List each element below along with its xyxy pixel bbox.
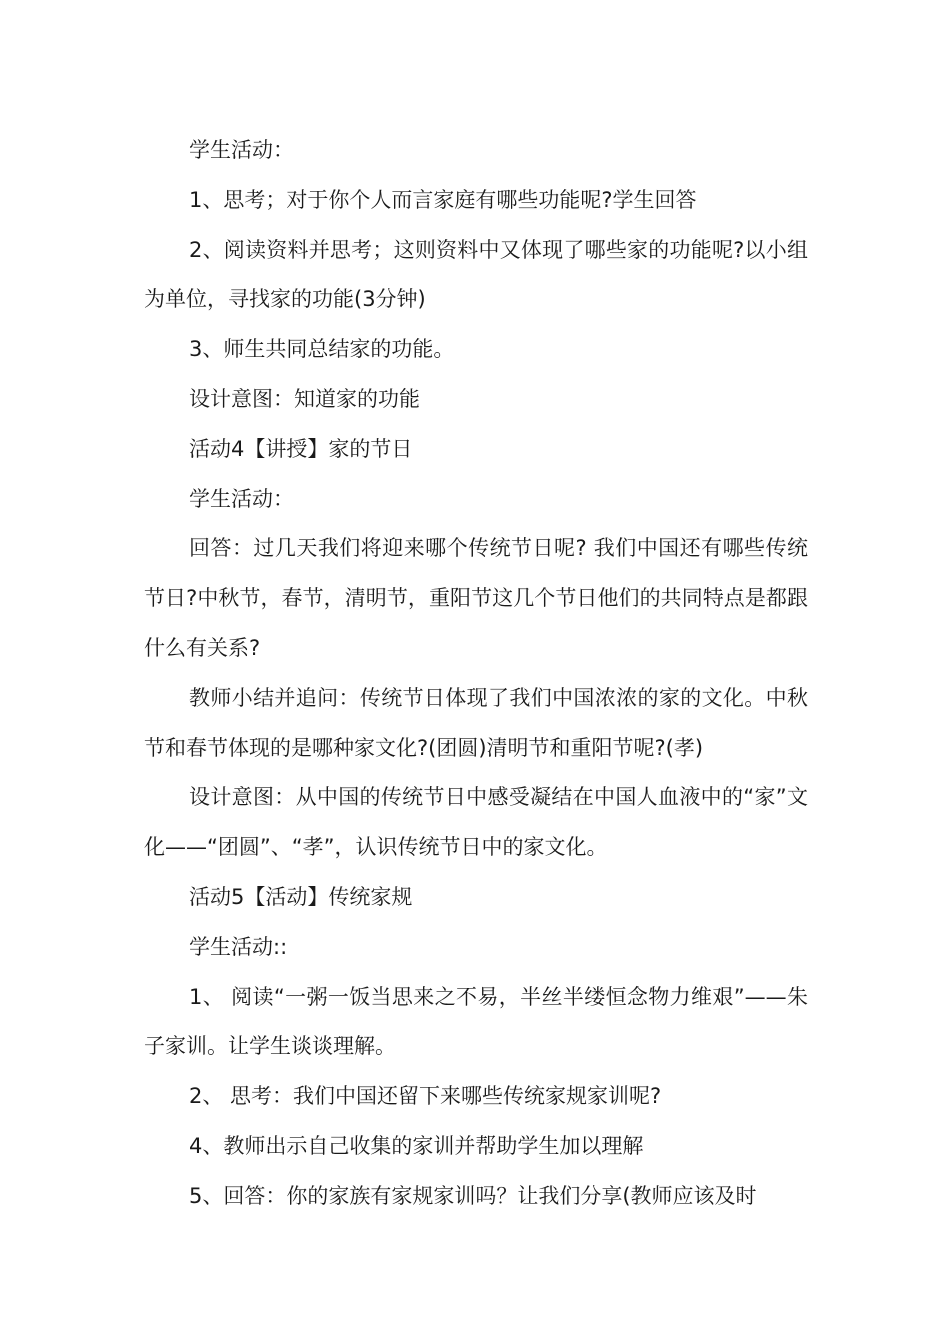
paragraph-teacher-summary: 教师小结并追问：传统节日体现了我们中国浓浓的家的文化。中秋节和春节体现的是哪种家文化?(团圆)清明节和重阳节呢?(孝) — [144, 685, 808, 760]
paragraph-answer-share: 5、回答：你的家族有家规家训吗？让我们分享(教师应该及时 — [189, 1183, 757, 1208]
paragraph-answer-festivals: 回答：过几天我们将迎来哪个传统节日呢? 我们中国还有哪些传统节日?中秋节，春节，清明节，重阳节这几个节日他们的共同特点是都跟什么有关系? — [144, 536, 808, 660]
paragraph-student-activity-heading-3: 学生活动:: — [189, 934, 288, 959]
paragraph-student-activity-heading-1: 学生活动： — [189, 138, 294, 162]
paragraph-activity-4-heading: 活动4【讲授】家的节日 — [189, 436, 413, 461]
paragraph-think-family-rules: 2、 思考：我们中国还留下来哪些传统家规家训呢? — [189, 1084, 662, 1109]
paragraph-summarize-functions: 3、师生共同总结家的功能。 — [189, 337, 455, 362]
paragraph-teacher-shows-rules: 4、教师出示自己收集的家训并帮助学生加以理解 — [189, 1133, 644, 1158]
paragraph-design-intent-1: 设计意图：知道家的功能 — [189, 386, 420, 411]
paragraph-read-zhuzi-jiaxun: 1、 阅读“一粥一饭当思来之不易，半丝半缕恒念物力维艰”——朱子家训。让学生谈谈理解。 — [144, 984, 808, 1059]
paragraph-think-family-functions: 1、思考；对于你个人而言家庭有哪些功能呢?学生回答 — [189, 187, 697, 212]
paragraph-design-intent-2: 设计意图：从中国的传统节日中感受凝结在中国人血液中的“家”文化——“团圆”、“孝”，认识传统节日中的家文化。 — [144, 785, 808, 860]
paragraph-activity-5-heading: 活动5【活动】传统家规 — [189, 884, 413, 909]
paragraph-read-material: 2、阅读资料并思考；这则资料中又体现了哪些家的功能呢?以小组为单位，寻找家的功能(3分钟) — [144, 237, 808, 312]
document-body — [144, 126, 808, 1222]
paragraph-student-activity-heading-2: 学生活动： — [189, 486, 294, 511]
